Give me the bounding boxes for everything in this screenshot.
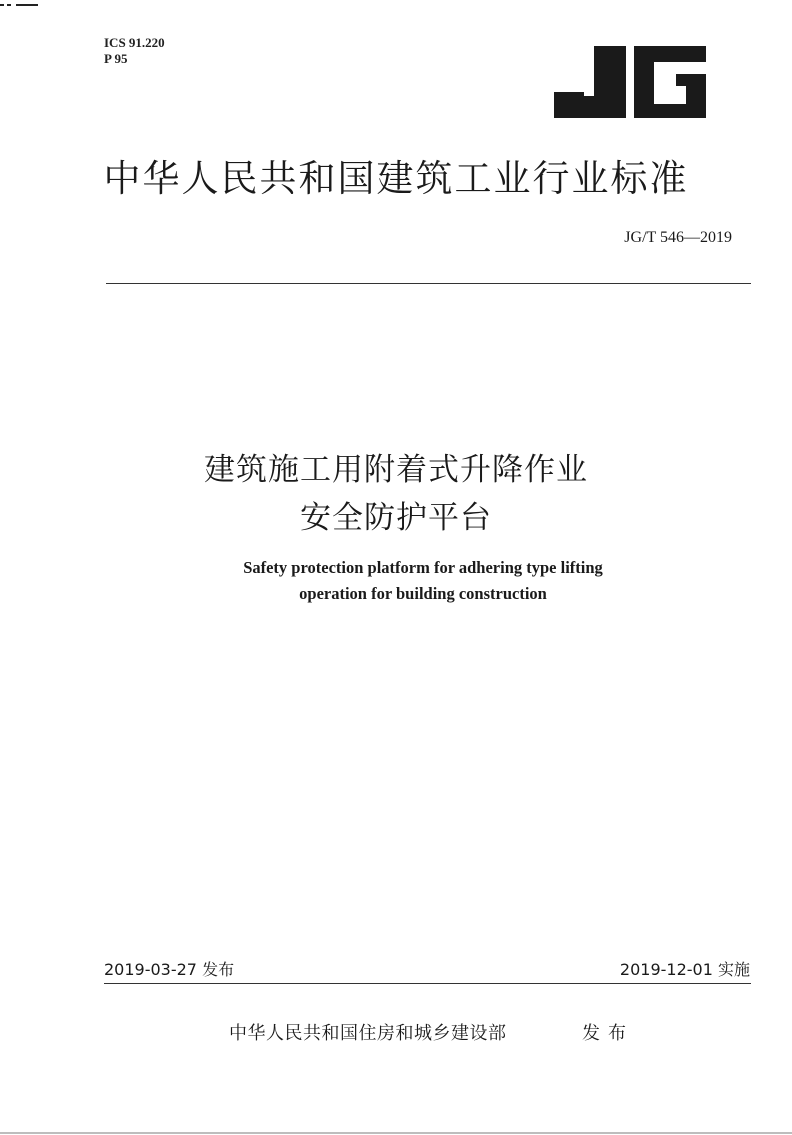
- english-title-line-2: operation for building construction: [299, 584, 547, 603]
- scan-artifact-mark: [0, 4, 40, 7]
- scan-bottom-edge: [0, 1132, 792, 1134]
- issuing-authority: 中华人民共和国住房和城乡建设部: [229, 1023, 507, 1044]
- standard-number: JG/T 546—2019: [624, 229, 732, 246]
- issue-action: 发布: [582, 1023, 634, 1044]
- issue-date: 2019-03-27 发布: [104, 960, 235, 979]
- implementation-date: 2019-12-01 实施: [619, 960, 750, 979]
- classification-code: P 95: [104, 51, 128, 66]
- top-divider: [106, 283, 751, 284]
- standard-organization-title: 中华人民共和国建筑工业行业标准: [103, 157, 689, 200]
- ics-code: ICS 91.220: [104, 35, 165, 50]
- bottom-divider: [104, 983, 751, 984]
- chinese-title-line-1: 建筑施工用附着式升降作业: [204, 452, 588, 488]
- jg-logo: [548, 40, 708, 120]
- english-title-line-1: Safety protection platform for adhering type lifting: [243, 558, 603, 577]
- chinese-title-line-2: 安全防护平台: [300, 500, 492, 536]
